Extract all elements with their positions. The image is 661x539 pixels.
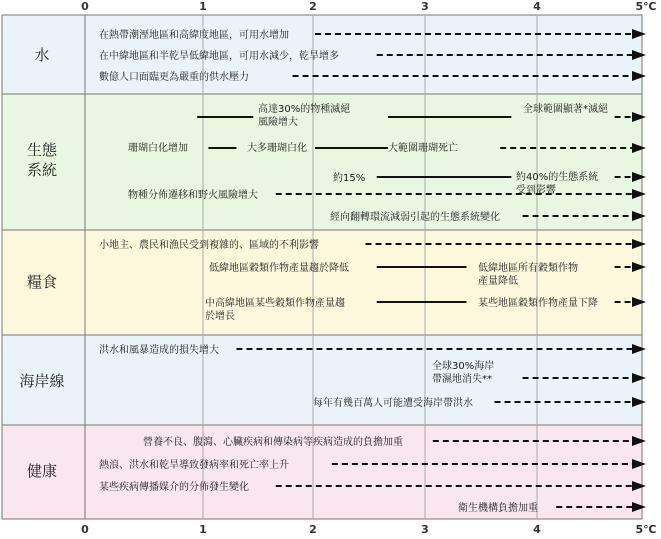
impact-text-coast-wetlands-line1: 全球30%海岸 (432, 361, 495, 372)
impact-text-food-some-regions: 某些地區穀類作物產量下降 (478, 298, 598, 309)
impact-text-eco-40pct-line1: 約40%的生態系統 (516, 172, 599, 183)
tick-label-top-4: 4 (533, 0, 541, 13)
impact-text-eco-extinction-line1: 高達30%的物種滅絕 (258, 104, 351, 115)
impact-text-eco-extinction-line2: 風險增大 (258, 117, 298, 128)
impact-text-food-smallholders: 小地主、農民和漁民受到複雜的、區域的不利影響 (99, 240, 319, 251)
impact-text-health-burden: 營養不良、腹瀉、心臟疾病和傳染病等疾病造成的負擔加重 (143, 437, 403, 448)
impact-text-eco-15pct: 約15% (333, 173, 366, 184)
sector-label-food: 糧食 (26, 273, 58, 291)
axis-top (81, 0, 656, 13)
impact-text-food-low-lat-decrease: 低緯地區穀類作物產量趨於降低 (209, 263, 349, 274)
impact-text-eco-global-extinction: 全球範圍顯著*滅絕 (523, 104, 608, 115)
impact-text-health-services: 衛生機構負擔加重 (458, 503, 538, 514)
impact-text-health-heatwaves: 熱浪、洪水和乾旱導致發病率和死亡率上升 (99, 460, 289, 471)
impact-text-eco-coral-mortality: 大範圍珊瑚死亡 (388, 143, 458, 154)
impact-text-coast-damage: 洪水和風暴造成的損失增大 (99, 345, 219, 356)
tick-label-bottom-5: 5℃ (635, 523, 657, 536)
impact-text-eco-coral-bleaching: 珊瑚白化增加 (128, 143, 188, 154)
axis-bottom (81, 523, 656, 536)
tick-label-bottom-4: 4 (533, 523, 541, 536)
impact-text-food-all-cereals-line2: 產量降低 (478, 276, 518, 287)
impact-text-water-2: 在中緯地區和半乾旱低緯地區，可用水減少，乾旱增多 (99, 51, 339, 62)
impact-text-eco-species-shift: 物種分佈遷移和野火風險增大 (128, 190, 258, 201)
sector-label-health: 健康 (26, 462, 58, 480)
impact-text-coast-flooding: 每年有幾百萬人可能遭受海岸帶洪水 (313, 398, 473, 409)
sector-label-ecosystems-line1: 生態 (26, 141, 58, 159)
tick-label-top-3: 3 (421, 0, 429, 13)
tick-label-top-2: 2 (309, 0, 317, 13)
impact-text-water-3: 數億人口面臨更為嚴重的供水壓力 (99, 72, 249, 83)
tick-label-bottom-2: 2 (309, 523, 317, 536)
tick-label-top-5: 5℃ (635, 0, 657, 13)
tick-label-bottom-0: 0 (81, 523, 89, 536)
impact-text-eco-40pct-line2: 受到影響 (516, 185, 556, 196)
tick-label-bottom-3: 3 (421, 523, 429, 536)
impact-text-health-vectors: 某些疾病傳播媒介的分佈發生變化 (99, 482, 249, 493)
sector-label-ecosystems-line2: 系統 (26, 161, 58, 179)
band-food (2, 230, 642, 335)
tick-label-top-1: 1 (199, 0, 207, 13)
tick-label-top-0: 0 (81, 0, 89, 13)
impact-text-eco-moc: 經向翻轉環流減弱引起的生態系統變化 (330, 212, 500, 223)
tick-label-bottom-1: 1 (199, 523, 207, 536)
sector-label-water: 水 (34, 46, 50, 64)
sector-label-coasts: 海岸線 (19, 372, 65, 390)
impact-text-food-all-cereals-line1: 低緯地區所有穀類作物 (478, 263, 578, 274)
impact-text-eco-most-coral: 大多珊瑚白化 (247, 143, 307, 154)
impact-text-water-1: 在熱帶潮溼地區和高緯度地區，可用水增加 (99, 30, 289, 41)
impact-text-coast-wetlands-line2: 帶濕地消失** (432, 374, 492, 385)
impact-text-food-mid-high-line1: 中高緯地區某些穀類作物產量趨 (205, 298, 345, 309)
impact-text-food-mid-high-line2: 於增長 (205, 311, 235, 322)
